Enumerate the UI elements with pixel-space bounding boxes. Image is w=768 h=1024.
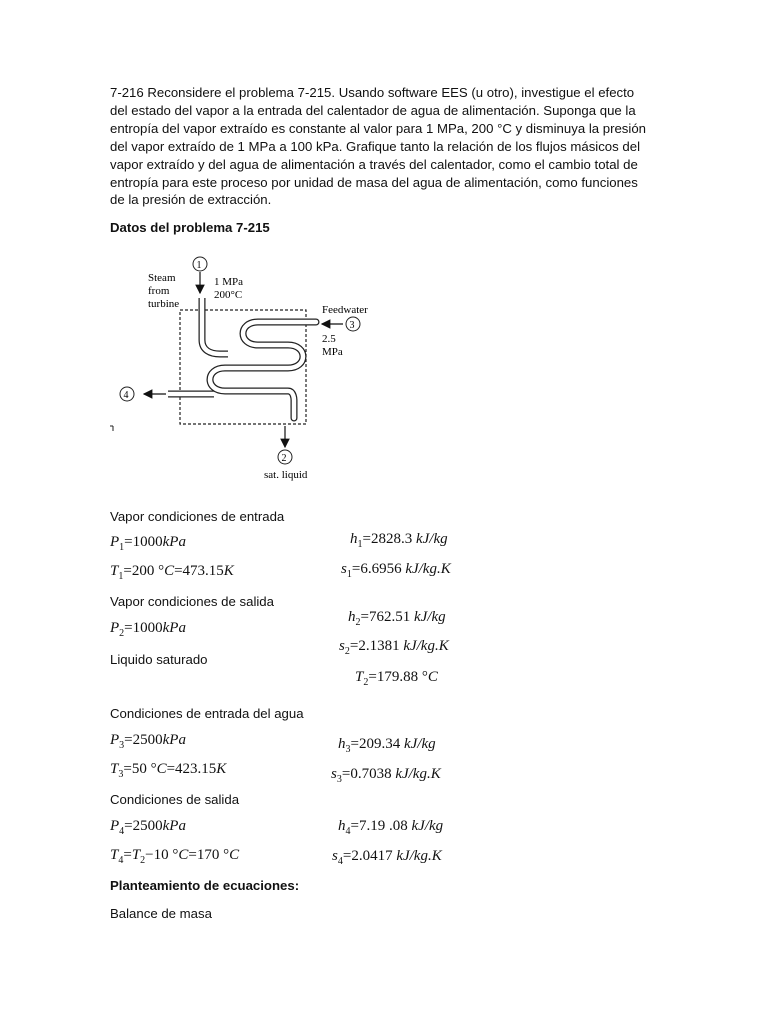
mass-balance-label: Balance de masa (110, 906, 212, 921)
state-1-pressure: 1 MPa (214, 276, 244, 288)
eq-s2: $s_2=2.1381$ kJ/kg.K (339, 638, 449, 657)
water-inlet-label: Condiciones de entrada del agua (110, 706, 304, 721)
eq-t2: $T_2=179.88$ °C (355, 669, 438, 688)
problem-statement: 7-216 Reconsidere el problema 7-215. Usando software EES (u otro), investigue el efecto del estado del vapor a la entrada del calentador de agua de alimentación. Suponga que la entropía del vapor extraído es constante al valor para 1 MPa, 200 °C y disminuya la presión del vapor extraído de 1 MPa a 100 kPa. Grafique tanto la relación de los flujos másicos del vapor extraído y del agua de alimentación a través del calentador, como el cambio total de entropía para este proceso por unidad de masa del agua de alimentación, como funciones de la presión de extracción. (110, 85, 646, 208)
state-4-number: 4 (123, 390, 129, 401)
state-3-pressure-value: 2.5 (322, 333, 336, 345)
vapor-outlet-label: Vapor condiciones de salida (110, 594, 274, 609)
steam-label-3: turbine (148, 298, 180, 310)
water-outlet-label: Condiciones de salida (110, 792, 240, 807)
state-3-number: 3 (349, 320, 355, 331)
equations-heading: Planteamiento de ecuaciones: (110, 878, 300, 893)
eq-h2: $h_2=762.51$ kJ/kg (348, 609, 446, 628)
state-2-number: 2 (281, 453, 287, 464)
eq-t3: $T_3=50$ °C=423.15K (110, 761, 227, 780)
state-3-pressure-unit: MPa (322, 346, 343, 358)
eq-h3: $h_3=209.34$ kJ/kg (338, 736, 436, 755)
state-1-number: 1 (196, 260, 202, 271)
steam-label-2: from (148, 285, 170, 297)
eq-h1: $h_1=2828.3$ kJ/kg (350, 531, 448, 550)
eq-p3: $P_3=2500kPa$ (110, 732, 186, 751)
feedwater-heater-diagram (110, 250, 390, 486)
steam-label-1: Steam (148, 272, 176, 284)
state-1-temperature: 200°C (214, 289, 243, 301)
eq-p1: $P_1=1000kPa$ (110, 534, 186, 553)
eq-s3: $s_3=0.7038$ kJ/kg.K (331, 766, 441, 785)
eq-t4: $T_4=T_2-10$ °C=170 °C (110, 847, 240, 866)
vapor-inlet-label: Vapor condiciones de entrada (110, 509, 285, 524)
data-heading: Datos del problema 7-215 (110, 220, 270, 235)
eq-s1: $s_1=6.6956$ kJ/kg.K (341, 561, 451, 580)
eq-h4: $h_4=7.19$ .08 kJ/kg (338, 818, 444, 837)
eq-t1: $T_1=200$ °C=473.15K (110, 563, 234, 582)
sat-liquid-label: Liquido saturado (110, 652, 208, 667)
feedwater-label: Feedwater (322, 304, 368, 316)
eq-p2: $P_2=1000kPa$ (110, 620, 186, 639)
state-2-label: sat. liquid (264, 469, 308, 481)
eq-p4: $P_4=2500kPa$ (110, 818, 186, 837)
eq-s4: $s_4=2.0417$ kJ/kg.K (332, 848, 442, 867)
